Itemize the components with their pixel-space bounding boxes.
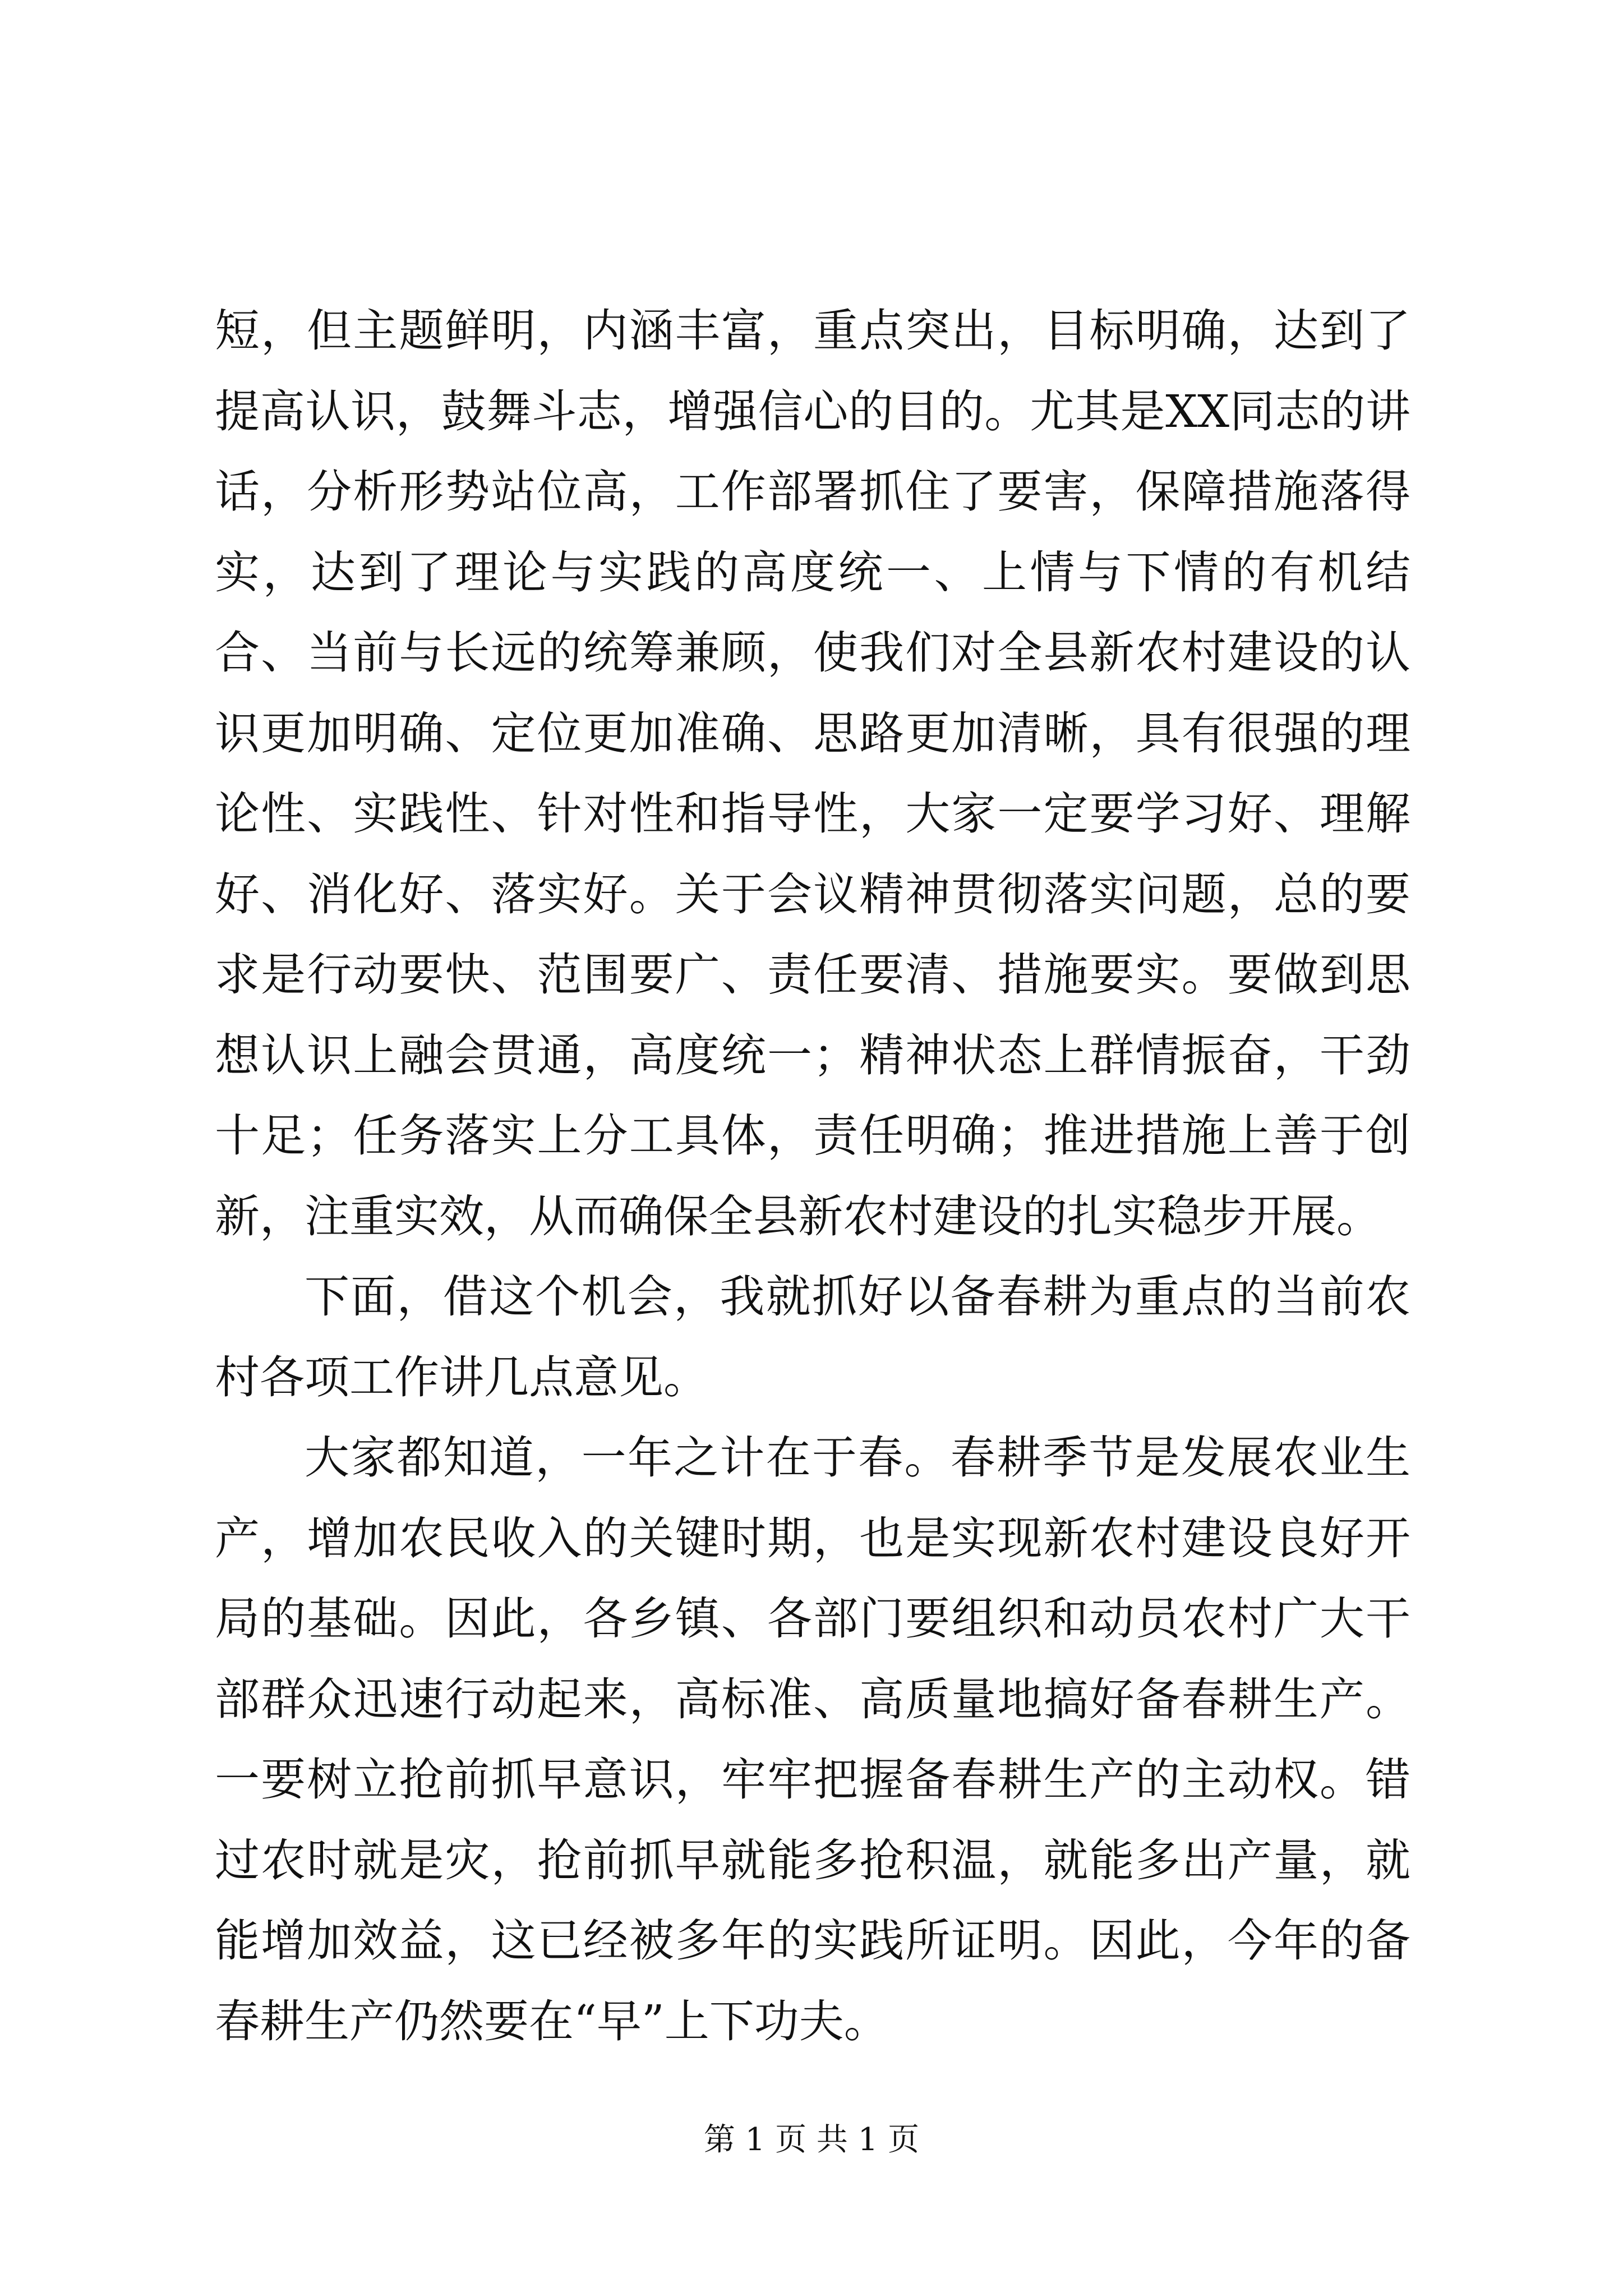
- document-body: [215, 291, 1410, 2062]
- paragraph-1: 短，但主题鲜明，内涵丰富，重点突出，目标明确，达到了提高认识，鼓舞斗志，增强信心的目的。尤其是XX同志的讲话，分析形势站位高，工作部署抓住了要害，保障措施落得实，达到了理论与实践的高度统一、上情与下情的有机结合、当前与长远的统筹兼顾，使我们对全县新农村建设的认识更加明确、定位更加准确、思路更加清晰，具有很强的理论性、实践性、针对性和指导性，大家一定要学习好、理解好、消化好、落实好。关于会议精神贯彻落实问题，总的要求是行动要快、范围要广、责任要清、措施要实。要做到思想认识上融会贯通，高度统一；精神状态上群情振奋，干劲十足；任务落实上分工具体，责任明确；推进措施上善于创新，注重实效，从而确保全县新农村建设的扎实稳步开展。: [215, 305, 1410, 1243]
- page-footer: 第 1 页 共 1 页: [703, 2122, 920, 2158]
- paragraph-2: 下面，借这个机会，我就抓好以备春耕为重点的当前农村各项工作讲几点意见。: [215, 1271, 1410, 1404]
- paragraph-3: 大家都知道，一年之计在于春。春耕季节是发展农业生产，增加农民收入的关键时期，也是实现新农村建设良好开局的基础。因此，各乡镇、各部门要组织和动员农村广大干部群众迅速行动起来，高标准、高质量地搞好备春耕生产。一要树立抢前抓早意识，牢牢把握备春耕生产的主动权。错过农时就是灾，抢前抓早就能多抢积温，就能多出产量，就能增加效益，这已经被多年的实践所证明。因此，今年的备春耕生产仍然要在“早”上下功夫。: [215, 1432, 1410, 2047]
